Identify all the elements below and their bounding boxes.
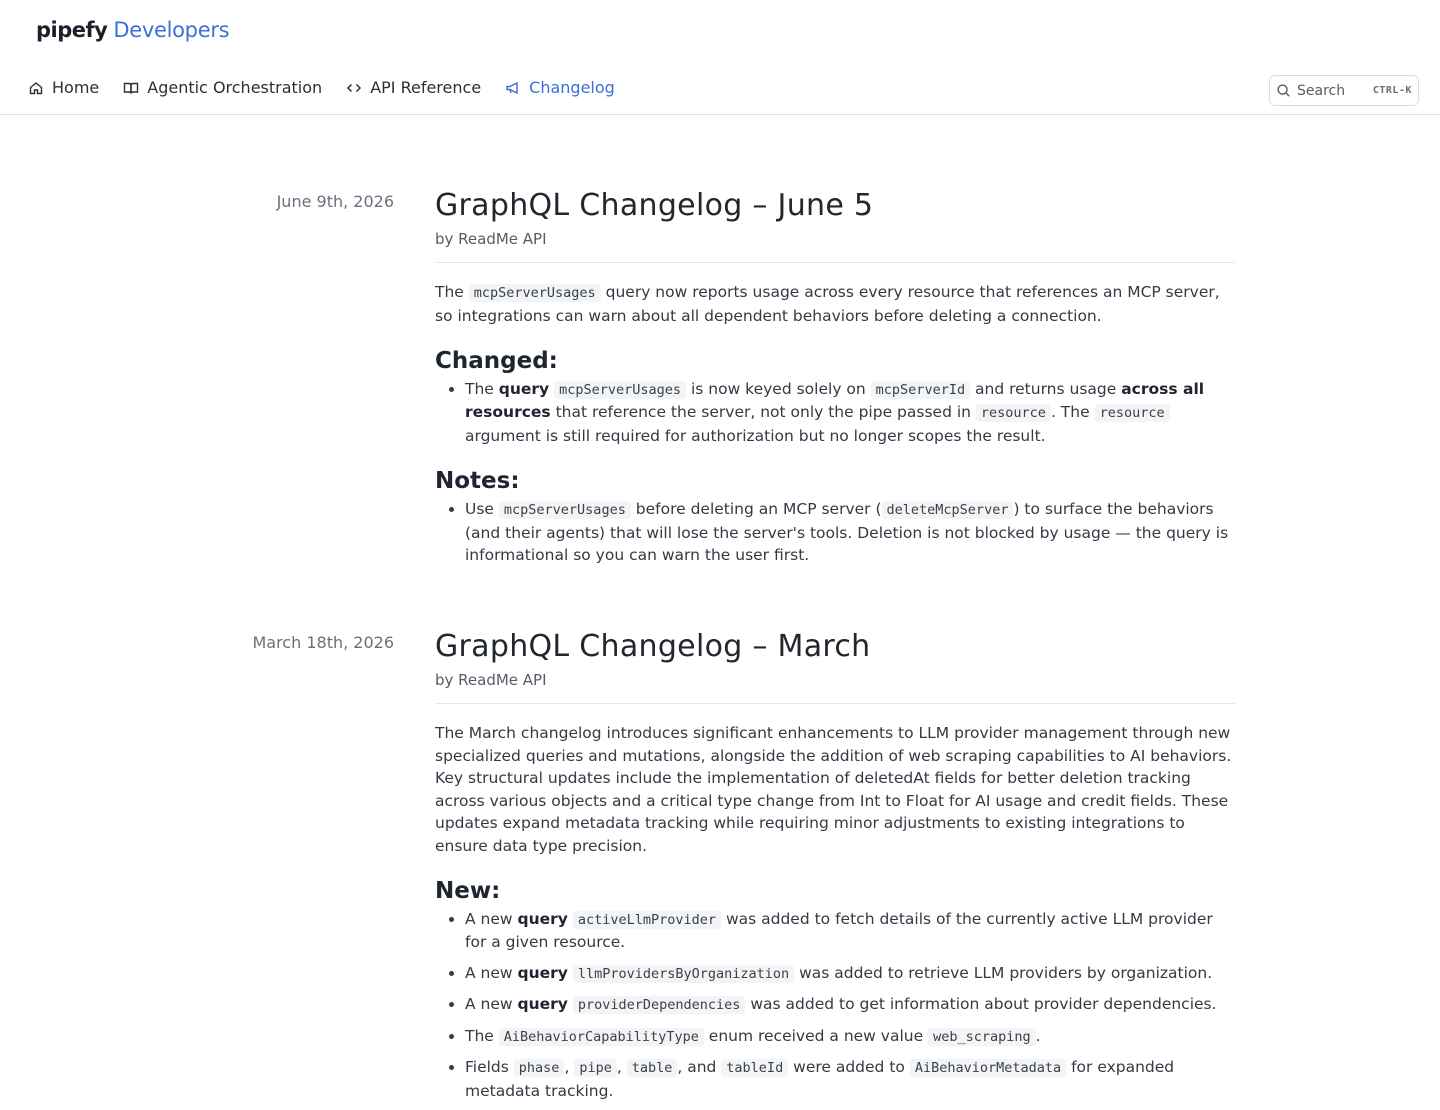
section-heading-changed: Changed: [435,348,558,374]
list-item [465,1025,1235,1049]
item-text: The [465,1026,494,1045]
inline-code: AiBehaviorCapabilityType [499,1028,704,1046]
search-shortcut: CTRL-K [1372,85,1412,96]
inline-code: providerDependencies [573,996,746,1014]
inline-code: web_scraping [928,1028,1036,1046]
item-text: ) to surface the behaviors (and their agents) that will lose the server's tools. Deletion is not blocked by usage — the query is informational so you can warn the user first. [465,500,1229,564]
intro-text: query now reports usage across every resource that references an MCP server, so integrations can warn about all dependent behaviors before deleting a connection. [435,283,1220,325]
entry-intro: The March changelog introduces significant enhancements to LLM provider management through new specialized queries and mutations, alongside the addition of web scraping capabilities to AI behaviors. Key structural updates include the implementation of deletedAt fields for better deletion tracking across various objects and a critical type change from Int to Float for AI usage and credit fields. These updates expand metadata tracking while requiring minor adjustments to existing integrations to ensure data type precision. [435,724,1232,855]
item-text: enum received a new value [708,1026,924,1045]
inline-code: phase [514,1059,565,1077]
item-strong: query [498,379,550,398]
nav-changelog-label: Changelog [529,78,615,97]
inline-code: deleteMcpServer [882,501,1014,519]
nav-agentic-label: Agentic Orchestration [147,78,323,97]
inline-code: tableId [721,1059,788,1077]
item-text: , [564,1058,570,1077]
entry-date: June 9th, 2026 [276,192,394,211]
inline-code: mcpServerUsages [469,284,601,302]
top-header [0,0,1440,115]
inline-code: mcpServerUsages [554,381,686,399]
item-text: A new [465,963,513,982]
home-icon [28,80,44,96]
item-strong: query [517,995,568,1014]
item-text: is now keyed solely on [690,379,866,398]
nav-agentic-orchestration[interactable] [123,78,322,97]
changed-list [435,378,1235,448]
list-item [465,993,1235,1017]
list-item [465,908,1235,954]
item-text: was added to get information about provider dependencies. [750,995,1217,1014]
inline-code: table [627,1059,678,1077]
list-item [465,498,1235,567]
logo-wordmark: pipefy [36,18,108,42]
item-text: A new [465,909,513,928]
book-icon [123,80,139,96]
logo-subtitle: Developers [113,18,230,42]
item-text: A new [465,995,513,1014]
item-text: Fields [465,1058,509,1077]
new-list [435,908,1235,1103]
item-text: . [1035,1026,1041,1045]
entry-date: March 18th, 2026 [252,633,394,652]
nav-changelog[interactable] [505,78,615,97]
code-icon [346,80,362,96]
item-text: for expanded metadata tracking. [465,1058,1175,1100]
search-icon [1276,83,1291,98]
entry-divider [435,262,1235,263]
entry-divider [435,703,1235,704]
section-heading-notes: Notes: [435,468,520,495]
inline-code: resource [1095,404,1170,422]
list-item [465,1056,1235,1102]
inline-code: activeLlmProvider [573,911,721,929]
item-text: argument is still required for authorization but no longer scopes the result. [465,426,1046,445]
item-text: were added to [793,1058,905,1077]
list-item [465,378,1235,448]
item-text: and returns usage [975,379,1117,398]
item-strong: across all resources [465,379,1205,422]
search-label: Search [1297,82,1346,99]
item-text: before deleting an MCP server ( [635,500,882,518]
nav-home-label: Home [52,78,100,97]
item-strong: query [517,909,568,928]
entry-intro [435,281,1235,327]
item-text: The [465,379,494,398]
megaphone-icon [505,80,521,96]
main-nav [28,78,615,97]
inline-code: mcpServerUsages [499,501,631,519]
item-text: , and [677,1058,717,1077]
inline-code: AiBehaviorMetadata [910,1059,1066,1077]
item-text: Use [465,500,494,518]
site-logo[interactable] [36,18,229,42]
entry-author: by ReadMe API [435,230,547,248]
list-item [465,962,1235,986]
item-text: was added to fetch details of the currently active LLM provider for a given resource. [465,909,1213,952]
inline-code: mcpServerId [871,381,970,399]
nav-home[interactable] [28,78,99,97]
item-text: , [616,1058,622,1077]
entry-title[interactable]: GraphQL Changelog – June 5 [435,188,874,223]
item-text: that reference the server, not only the pipe passed in [555,403,971,422]
intro-text: The [435,283,464,301]
inline-code: pipe [574,1059,617,1077]
entry-body [435,629,1235,1110]
inline-code: resource [976,404,1051,422]
entry-author: by ReadMe API [435,671,547,689]
item-text: was added to retrieve LLM providers by organization. [799,963,1213,982]
notes-list [435,498,1235,567]
entry-body [435,188,1235,575]
item-strong: query [517,963,568,982]
nav-api-reference[interactable] [346,78,481,97]
nav-api-label: API Reference [370,78,482,97]
section-heading-new: New: [435,878,501,904]
item-text: . The [1050,403,1090,422]
search-box[interactable] [1269,75,1419,106]
entry-title[interactable]: GraphQL Changelog – March [435,629,871,664]
inline-code: llmProvidersByOrganization [573,965,794,983]
